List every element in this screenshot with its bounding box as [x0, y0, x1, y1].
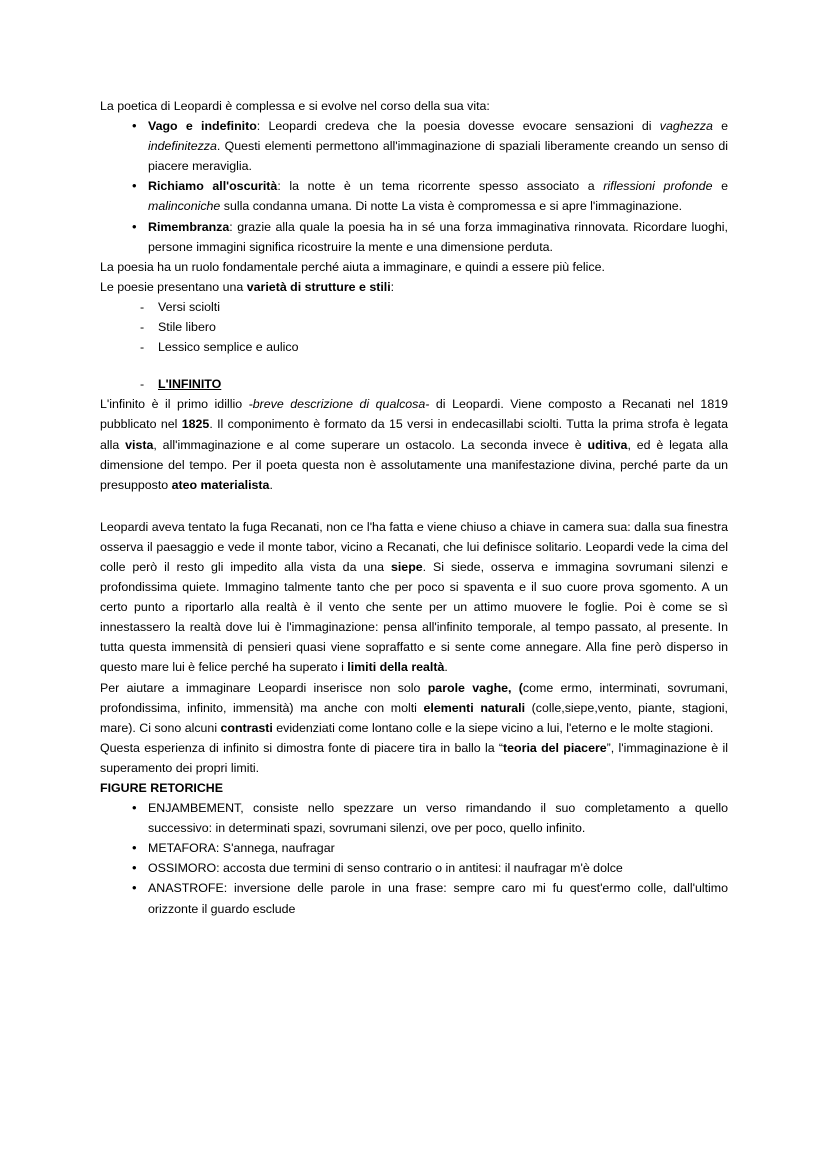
bullet-text: : Leopardi credeva che la poesia dovesse evocare sensazioni di	[256, 119, 660, 134]
bullet-text: e	[712, 119, 729, 134]
text-run: Leopardi aveva tentato la fuga Recanati, non ce l'ha fatta e viene chiuso a chiave in camera sua: dalla sua finestra osserva il paesaggio e vede il monte tabor, vicino a Recanati, che lui definisce solitario. Leopardi vede la cima del colle però il resto gli impedito alla vista da una	[100, 519, 728, 574]
bullet-lead: Rimembranza	[148, 219, 230, 234]
text-run: , ed è legata alla dimensione del tempo. Per il poeta questa non è assolutamente una manifestazione divina, perché parte da un presupposto	[100, 437, 728, 492]
text-run: come ermo, interminati, sovrumani, profondissima, infinito, immensità) ma anche con molti	[100, 680, 728, 715]
list-item	[134, 176, 728, 216]
text-bold: contrasti	[220, 720, 273, 735]
text-run: Per aiutare a immaginare Leopardi inserisce non solo	[100, 680, 428, 695]
bullet-emphasis: malinconiche	[148, 199, 221, 214]
text-bold: vista	[125, 437, 154, 452]
text-run: L'infinito è il primo idillio	[100, 397, 249, 412]
intro-line: La poetica di Leopardi è complessa e si evolve nel corso della sua vita:	[100, 99, 490, 113]
styles-line	[100, 277, 728, 297]
text-run: ”, l'immaginazione è il superamento dei propri limiti.	[100, 740, 728, 775]
text-run: .	[444, 660, 448, 675]
bullet-text: . Questi elementi permettono all'immaginazione di spaziali liberamente creando un senso di piacere meraviglia.	[148, 139, 728, 174]
section-heading-label: L'INFINITO	[158, 377, 222, 392]
text-run: (colle,siepe,vento, piante, stagioni, mare). Ci sono alcuni	[100, 700, 728, 735]
infinito-paragraph-3	[100, 678, 728, 738]
text-emphasis: -breve descrizione di qualcosa-	[248, 397, 430, 412]
bullet-text: : grazie alla quale la poesia ha in sé una forza immaginativa rinnovata. Ricordare luoghi, persone immagini significa ricostruire la mente e una dimensione perduta.	[148, 219, 728, 254]
text-bold: 1825	[181, 417, 210, 432]
infinito-paragraph-1	[100, 394, 728, 494]
figure-retoriche-title: FIGURE RETORICHE	[100, 781, 223, 795]
figure-retoriche-list	[100, 798, 728, 919]
bullet-text: : la notte è un tema ricorrente spesso associato a	[277, 179, 604, 194]
list-item: • ANASTROFE: inversione delle parole in una frase: sempre caro mi fu quest'ermo colle, dall'ultimo orizzonte il guardo esclude	[134, 878, 728, 918]
spacer	[100, 357, 728, 374]
section-heading-infinito	[100, 374, 728, 394]
text-bold: teoria del piacere	[503, 740, 607, 755]
bullet-emphasis: indefinitezza	[148, 139, 217, 154]
styles-bold: varietà di strutture e stili	[246, 279, 391, 294]
styles-lead: Le poesie presentano una	[100, 279, 247, 294]
list-item	[134, 217, 728, 257]
bullet-emphasis: vaghezza	[659, 119, 713, 134]
text-bold: elementi naturali	[423, 700, 526, 715]
poetics-bullet-list	[100, 116, 728, 257]
text-bold: parole vaghe, (	[427, 680, 523, 695]
bullet-lead: Vago e indefinito	[148, 119, 257, 134]
list-item: • ENJAMBEMENT, consiste nello spezzare un verso rimandando il suo completamento a quello successivo: in determinati spazi, sovrumani silenzi, ove per poco, quello infinito.	[134, 798, 728, 838]
list-item: - Versi sciolti	[140, 297, 728, 317]
text-run: . Il componimento è formato da 15 versi in endecasillabi sciolti. Tutta la prima strofa è legata alla	[100, 417, 728, 452]
bullet-emphasis: riflessioni profonde	[603, 179, 713, 194]
text-run: evidenziati come lontano colle e la siepe vicino a lui, l'eterno e le molte stagioni.	[272, 720, 714, 735]
list-item: - Stile libero	[140, 317, 728, 337]
list-item: • METAFORA: S'annega, naufragar	[134, 838, 728, 858]
document-body	[100, 96, 728, 919]
styles-tail: :	[390, 279, 395, 294]
text-bold: limiti della realtà	[347, 660, 445, 675]
text-bold: siepe	[390, 559, 423, 574]
text-run: , all'immaginazione e al come superare un ostacolo. La seconda invece è	[153, 437, 588, 452]
bullet-lead: Richiamo all'oscurità	[148, 179, 278, 194]
list-item: - Lessico semplice e aulico	[140, 337, 728, 357]
list-item	[134, 116, 728, 176]
poetry-role-line: La poesia ha un ruolo fondamentale perché aiuta a immaginare, e quindi a essere più felice.	[100, 259, 605, 274]
text-bold: ateo materialista	[171, 477, 270, 492]
list-item: • OSSIMORO: accosta due termini di senso contrario o in antitesi: il naufragar m'è dolce	[134, 858, 728, 878]
spacer	[100, 495, 728, 517]
bullet-text: sulla condanna umana. Di notte La vista è compromessa e si apre l'immaginazione.	[220, 199, 683, 214]
text-run: .	[269, 477, 273, 492]
styles-list	[100, 297, 728, 357]
text-bold: uditiva	[587, 437, 628, 452]
infinito-paragraph-4	[100, 738, 728, 778]
text-run: di Leopardi. Viene composto a Recanati nel 1819 pubblicato nel	[100, 397, 728, 432]
infinito-paragraph-2	[100, 517, 728, 678]
text-run: Questa esperienza di infinito si dimostra fonte di piacere tira in ballo la “	[100, 740, 504, 755]
text-run: . Si siede, osserva e immagina sovrumani silenzi e profondissima quiete. Immagino talmente tanto che per poco si spaventa e il suo cuore prova sgomento. A un certo punto a riportarlo alla realtà è il vento che sente per un attimo muovere le foglie. Poi è come se sì innestassero la realtà dove lui è l'immaginazione: pensa all'infinito temporale, al tempo passato, al presente. In tutta questa immensità di pensieri quasi viene sopraffatto e si sente come annegare. Alla fine però disperso in questo mare lui è felice perché ha superato i	[100, 559, 728, 675]
bullet-text: e	[712, 179, 728, 194]
